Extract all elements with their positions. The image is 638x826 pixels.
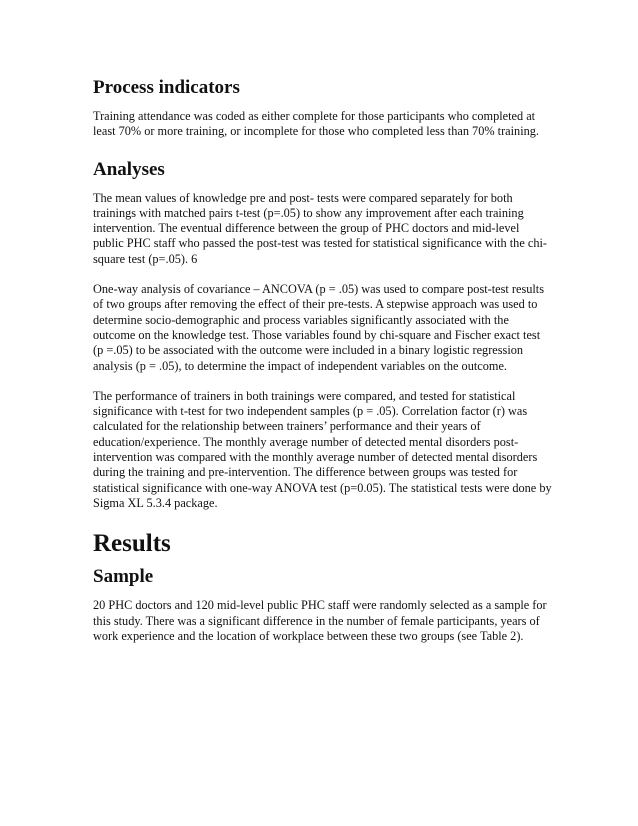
analyses-paragraph-1: The mean values of knowledge pre and post- tests were compared separately for both trainings with matched pairs t-test (p=.05) to show any improvement after each training intervention. The eventual difference between the group of PHC doctors and mid-level public PHC staff who passed the post-test was tested for statistical significance with the chi-square test (p=.05). 6 [93, 190, 547, 266]
analyses-paragraph-2: One-way analysis of covariance – ANCOVA (p = .05) was used to compare post-test results of two groups after removing the effect of their pre-tests. A stepwise approach was used to determine socio-demographic and process variables significantly associated with the outcome on the knowledge test. Those variables found by chi-square and Fischer exact test (p =.05) to be associated with the outcome were included in a binary logistic regression analysis (p = .05), to determine the impact of independent variables on the outcome. [93, 282, 545, 373]
analyses-heading: Analyses [93, 158, 165, 180]
sample-paragraph: 20 PHC doctors and 120 mid-level public PHC staff were randomly selected as a sample for this study. There was a significant difference in the number of female participants, years of work experience and the location of workplace between these two groups (see Table 2). [93, 598, 547, 643]
process-indicators-heading: Process indicators [93, 77, 240, 98]
document-page [93, 68, 553, 644]
analyses-paragraph-3: The performance of trainers in both trainings were compared, and tested for statistical significance with t-test for two independent samples (p = .05). Correlation factor (r) was calculated for the relationship between trainers’ performance and their years of education/experience. The monthly average number of detected mental disorders post-intervention was compared with the monthly average number of detected mental disorders during the training and pre-intervention. The difference between groups was tested for statistical significance with one-way ANOVA test (p=0.05). The statistical tests were done by Sigma XL 5.3.4 package. [93, 388, 552, 510]
sample-heading: Sample [93, 566, 154, 588]
results-heading: Results [93, 530, 171, 558]
process-indicators-paragraph: Training attendance was coded as either complete for those participants who completed at least 70% or more training, or incomplete for those who completed less than 70% training. [93, 109, 539, 139]
